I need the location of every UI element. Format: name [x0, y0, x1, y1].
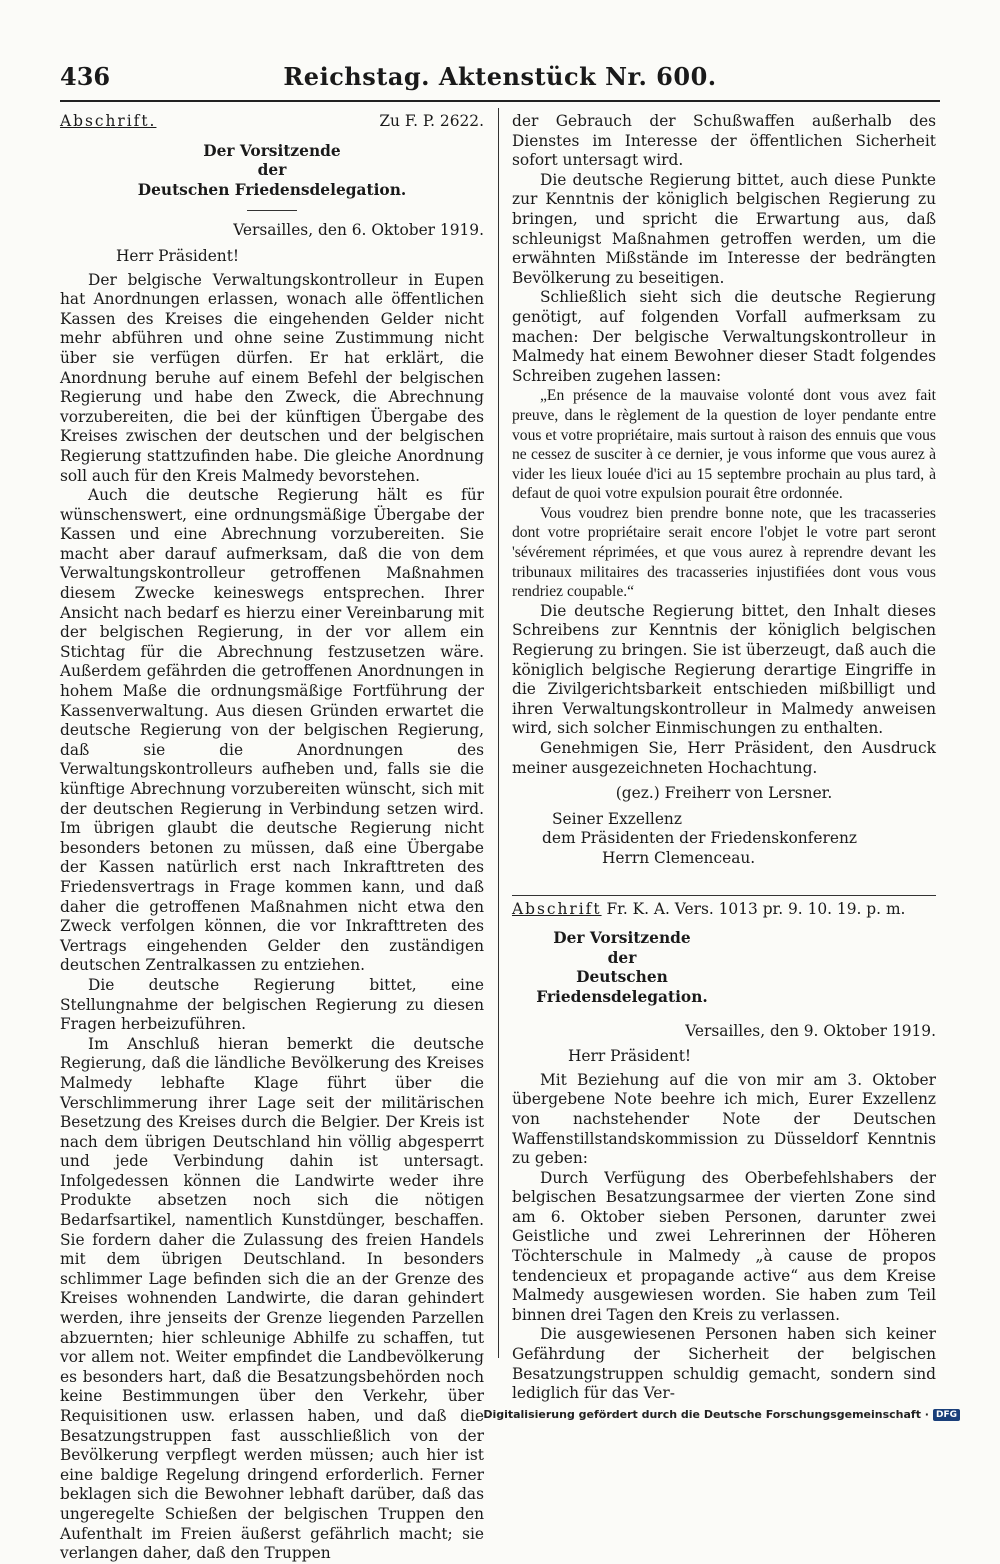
paragraph: Schließlich sieht sich die deutsche Regierung genötigt, auf folgenden Vorfall aufmerksam zu machen: Der belgische Verwaltungskontrolleur in Malmedy hat einem Bewohner dieser Stadt folgendes Schreiben zugehen lassen: — [512, 288, 936, 385]
left-column — [60, 112, 484, 1564]
address-line-1: Seiner Exzellenz — [552, 809, 682, 828]
paragraph: Mit Beziehung auf die von mir am 3. Oktober übergebene Note beehre ich mich, Eurer Exzellenz von nachstehender Note der Deutschen Waffenstillstandskommission zu Düsseldorf Kenntnis zu geben: — [512, 1070, 936, 1168]
footer — [483, 1408, 960, 1421]
signature: (gez.) Freiherr von Lersner. — [615, 784, 833, 803]
reference-number: Fr. K. A. Vers. 1013 pr. 9. 10. 19. p. m. — [606, 899, 906, 918]
dfg-logo: DFG — [933, 1409, 960, 1421]
paragraph: der Gebrauch der Schußwaffen außerhalb des Dienstes im Interesse der öffentlichen Sicherheit sofort untersagt wird. — [512, 112, 936, 170]
column-divider — [498, 108, 499, 1358]
letter-date: Versailles, den 6. Oktober 1919. — [233, 221, 484, 240]
paragraph: Genehmigen Sie, Herr Präsident, den Ausdruck meiner ausgezeichneten Hochachtung. — [512, 739, 936, 777]
paragraph: Durch Verfügung des Oberbefehlshabers der belgischen Besatzungsarmee der vierten Zone sind am 6. Oktober sieben Personen, darunter zwei Geistliche und zwei Lehrerinnen der Höheren Töchterschule in Malmedy „à cause de propos tendencieux et propagande active“ aus dem Kreise Malmedy ausgewiesen worden. Sie haben zum Teil binnen drei Tagen den Kreis zu verlassen. — [512, 1168, 936, 1324]
letter-date: Versailles, den 9. Oktober 1919. — [685, 1021, 936, 1040]
sender-line-1: Der Vorsitzende — [553, 929, 691, 948]
salutation: Herr Präsident! — [116, 246, 240, 265]
sender-line-3: Deutschen Friedensdelegation. — [536, 968, 708, 1006]
paragraph: Die deutsche Regierung bittet, den Inhalt dieses Schreibens zur Kenntnis der königlich belgischen Regierung zu bringen. Sie ist überzeugt, daß auch die königlich belgische Regierung derartige Eingriffe in die Zivilgerichtsbarkeit entschieden mißbilligt und ihren Verwaltungskontrolleur in Malmedy anweisen wird, sich solcher Einmischungen zu enthalten. — [512, 601, 936, 738]
page-header — [60, 60, 940, 102]
paragraph: Die deutsche Regierung bittet, eine Stellungnahme der belgischen Regierung zu diesen Fragen herbeizuführen. — [60, 975, 484, 1034]
abschrift-label: Abschrift. — [60, 112, 157, 130]
page-number: 436 — [60, 62, 111, 91]
address-line-3: Herrn Clemenceau. — [602, 848, 756, 867]
sender-block — [512, 929, 732, 1007]
paragraph: Der belgische Verwaltungskontrolleur in Eupen hat Anordnungen erlassen, wonach alle öffentlichen Kassen des Kreises die eingehenden Gelder nicht mehr abführen und ohne seine Zustimmung nicht über sie verfügen dürfen. Er hat erklärt, die Anordnung beruhe auf einem Befehl der belgischen Regierung und habe den Zweck, die Abrechnung vorzubereiten, die bei der künftigen Übergabe des Kreises zwischen der deutschen und der belgischen Regierung stattzufinden habe. Die gleiche Anordnung soll auch für den Kreis Malmedy bevorstehen. — [60, 270, 484, 485]
letter1-heading-row — [60, 112, 484, 132]
paragraph: Im Anschluß hieran bemerkt die deutsche Regierung, daß die ländliche Bevölkerung des Kreises Malmedy lebhafte Klage führt über die Verschlimmerung ihrer Lage seit der militärischen Besetzung des Kreises durch die Belgier. Der Kreis ist nach dem übrigen Deutschland hin völlig abgesperrt und jede Verbindung dahin ist untersagt. Infolgedessen können die Landwirte weder ihre Produkte absetzen noch sich die nötigen Bedarfsartikel, namentlich Kunstdünger, beschaffen. Sie fordern daher die Zulassung des freien Handels mit dem übrigen Deutschland. In besonders schlimmer Lage befinden sich die an der Grenze des Kreises wohnenden Landwirte, die daran gehindert werden, ihre jenseits der Grenze liegenden Parzellen abzuernten; hier schleunige Abhilfe zu schaffen, tut vor allem not. Weiter empfindet die Landbevölkerung es besonders hart, daß die Besatzungsbehörden noch keine Bestimmungen über den Verkehr, über Requisitionen usw. erlassen haben, und daß die Besatzungstruppen fast ausschließlich von der Bevölkerung verpflegt werden müssen; auch hier ist eine baldige Regelung dringend erforderlich. Ferner beklagen sich die Bewohner lebhaft darüber, daß das ungeregelte Schießen der belgischen Truppen den Aufenthalt im Freien äußerst gefährlich macht; sie verlangen daher, daß den Truppen — [60, 1034, 484, 1563]
address-block — [542, 810, 936, 869]
french-quote: Vous voudrez bien prendre bonne note, que les tracasseries dont votre propriétaire serait encore l'objet le votre part seront 'sévérement réprimées, et que vous aurez à reprendre devant les tribunaux militaires des tracasseries injustifiées dont vous vous rendriez coupable.“ — [512, 504, 936, 601]
running-title: Reichstag. Aktenstück Nr. 600. — [283, 62, 717, 91]
paragraph: Die deutsche Regierung bittet, auch diese Punkte zur Kenntnis der königlich belgischen Regierung zu bringen, und spricht die Erwartung aus, daß schleunigst Maßnahmen getroffen werden, um die erwähnten Mißstände im Interesse der bedrängten Bevölkerung zu beseitigen. — [512, 170, 936, 287]
short-rule — [247, 210, 297, 211]
letter2-heading-row — [512, 900, 936, 920]
reference-number: Zu F. P. 2622. — [379, 112, 484, 130]
right-column — [512, 112, 936, 1404]
paragraph: Auch die deutsche Regierung hält es für wünschenswert, eine ordnungsmäßige Übergabe der Kassen und eine Abrechnung vorzubereiten. Sie macht aber darauf aufmerksam, daß die von dem Verwaltungskontrolleur getroffenen Maßnahmen diesem Zwecke keineswegs entsprechen. Ihrer Ansicht nach bedarf es hierzu einer Vereinbarung mit der belgischen Regierung, in der vor allem ein Stichtag für die Abrechnung festzusetzen wäre. Außerdem gefährden die getroffenen Anordnungen in hohem Maße die ordnungsmäßige Fortführung der Kassenverwaltung. Aus diesen Gründen erwartet die deutsche Regierung von der belgischen Regierung, daß sie die Anordnungen des Verwaltungskontrolleurs aufheben und, falls sie die künftige Abrechnung vorzubereiten wünscht, sich mit der deutschen Regierung in Verbindung setzen wird. Im übrigen glaubt die deutsche Regierung nicht besonders betonen zu müssen, daß eine Übergabe der Kassen natürlich erst nach Inkrafttreten des Friedensvertrags in Frage kommen kann, und daß daher die getroffenen Maßnahmen nicht etwa den Zweck verfolgen können, die vor Inkrafttreten des Vertrags eingehenden Gelder den zuständigen deutschen Zentralkassen zu entziehen. — [60, 486, 484, 975]
paragraph: Die ausgewiesenen Personen haben sich keiner Gefährdung der Sicherheit der belgischen Besatzungstruppen schuldig gemacht, sondern sind lediglich für das Ver- — [512, 1325, 936, 1403]
address-line-2: dem Präsidenten der Friedenskonferenz — [542, 829, 857, 848]
abschrift-label: Abschrift — [512, 899, 602, 918]
sender-line-1: Der Vorsitzende — [203, 141, 341, 160]
sender-line-2: der — [607, 948, 637, 967]
french-quote: „En présence de la mauvaise volonté dont vous avez fait preuve, dans le règlement de la question de loyer pendante entre vous et votre propriétaire, mais surtout à raison des ennuis que vous ne cessez de susciter à ce dernier, je vous informe que vous aurez à vider les lieux louée d'ici au 15 septembre prochain au plus tard, à defaut de quoi votre expulsion pourait être ordonnée. — [512, 387, 936, 503]
sender-line-2: der — [257, 161, 287, 180]
salutation: Herr Präsident! — [568, 1047, 692, 1066]
sender-line-3: Deutschen Friedensdelegation. — [137, 180, 407, 199]
section-divider — [512, 895, 936, 896]
sender-block — [60, 142, 484, 201]
footer-text: Digitalisierung gefördert durch die Deutsche Forschungsgemeinschaft · — [483, 1408, 929, 1421]
